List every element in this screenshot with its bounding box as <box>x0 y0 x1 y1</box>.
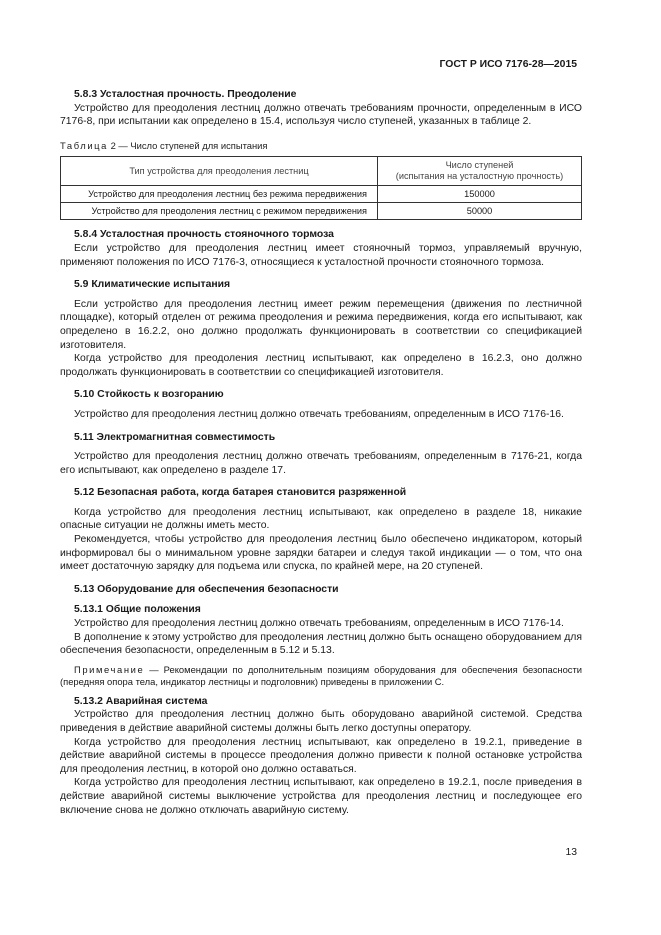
table-header-row <box>61 157 582 186</box>
note-label: Примечание <box>74 663 145 675</box>
table-caption-text: 2 — Число ступеней для испытания <box>110 139 268 151</box>
section-5-11-title: 5.11 Электромагнитная совместимость <box>74 431 276 443</box>
section-5-9-text-2: Когда устройство для преодоления лестниц испытывают, как определено в 16.2.3, оно должно продолжать функционировать в соответствии со спецификацией изготовителя. <box>60 353 582 378</box>
section-5-13-2-text-2: Когда устройство для преодоления лестниц испытывают, как определено в 19.2.1, приведение в действие аварийной системы в процессе преодоления должно привести к полной остановке устройства для преодоления лестниц, в которой оно должно оставаться. <box>60 736 582 775</box>
section-5-13-2-text-3: Когда устройство для преодоления лестниц испытывают, как определено в 19.2.1, после приведения в действие аварийной системы выключение устройства для преодоления лестниц и последующее его включение снова не должно отключать аварийную систему. <box>60 777 582 816</box>
table-header-steps <box>378 157 582 186</box>
steps-table <box>60 156 582 220</box>
section-5-13-2-title: 5.13.2 Аварийная система <box>74 695 208 707</box>
table-header-steps-line1: Число ступеней <box>445 160 514 171</box>
section-5-13-title: 5.13 Оборудование для обеспечения безопасности <box>74 583 339 595</box>
page-number: 13 <box>565 847 577 858</box>
table-cell-type: Устройство для преодоления лестниц без режима передвижения <box>61 186 378 203</box>
note <box>60 664 582 688</box>
section-5-13-2-text-1: Устройство для преодоления лестниц должно быть оборудовано аварийной системой. Средства приведения в действие аварийной системы должны быть легко доступны оператору. <box>60 709 582 734</box>
section-5-9-title: 5.9 Климатические испытания <box>74 279 231 291</box>
standard-header: ГОСТ Р ИСО 7176-28—2015 <box>439 59 577 70</box>
section-5-8-4-title: 5.8.4 Усталостная прочность стояночного тормоза <box>74 229 334 241</box>
section-5-12-title: 5.12 Безопасная работа, когда батарея становится разряженной <box>74 487 407 499</box>
note-text: — Рекомендации по дополнительным позициям оборудования для обеспечения безопасности (передняя опора тела, индикатор лестницы и подголовник) приведены в приложении С. <box>60 663 582 687</box>
table-cell-type: Устройство для преодоления лестниц с режимом передвижения <box>61 203 378 220</box>
table-row <box>61 186 582 203</box>
section-5-13-1-text-1: Устройство для преодоления лестниц должно отвечать требованиям, определенным в ИСО 7176-14. <box>74 618 564 630</box>
section-5-13-1-text-2: В дополнение к этому устройство для преодоления лестниц должно быть оснащено оборудованием для обеспечения безопасности, определенным в 5.12 и 5.13. <box>60 631 582 657</box>
section-5-12-text-1: Когда устройство для преодоления лестниц испытывают, как определено в разделе 18, никакие опасные ситуации не должны иметь место. <box>60 506 582 532</box>
table-header-steps-line2: (испытания на усталостную прочность) <box>395 171 564 182</box>
section-5-8-3-text: Устройство для преодоления лестниц должно отвечать требованиям прочности, определенным в ИСО 7176-8, при испытании как определено в 15.4, используя число ступеней, указанных в таблице 2. <box>60 102 582 128</box>
table-2-caption <box>60 139 582 153</box>
table-caption-label: Таблица <box>60 139 108 151</box>
table-cell-steps: 150000 <box>378 186 582 203</box>
table-row <box>61 203 582 220</box>
section-5-10-text: Устройство для преодоления лестниц должно отвечать требованиям, определенным в ИСО 7176-16. <box>74 408 564 420</box>
page-content <box>60 88 582 817</box>
table-header-type: Тип устройства для преодоления лестниц <box>61 157 378 186</box>
section-5-8-3-title: 5.8.3 Усталостная прочность. Преодоление <box>74 89 297 100</box>
table-cell-steps: 50000 <box>378 203 582 220</box>
section-5-12-text-2: Рекомендуется, чтобы устройство для преодоления лестниц было обеспечено индикатором, который информировал бы о минимальном уровне зарядки батареи и следуя такой индикации — о том, что она имеет достаточную зарядку для подъема или спуска, по крайней мере, на 20 ступеней. <box>60 534 582 573</box>
section-5-10-title: 5.10 Стойкость к возгоранию <box>74 389 224 401</box>
section-5-9-text-1: Если устройство для преодоления лестниц имеет режим перемещения (движения по лестничной площадке), который отделен от режима преодоления и режима передвижения, когда его испытывают, как определено в 16.2.2, оно должно продолжать функционировать в соответствии со спецификацией изготовителя. <box>60 298 582 351</box>
section-5-13-1-title: 5.13.1 Общие положения <box>74 604 201 616</box>
section-5-11-text: Устройство для преодоления лестниц должно отвечать требованиям, определенным в 7176-21, когда его испытывают, как определено в разделе 17. <box>60 451 582 476</box>
section-5-8-4-text: Если устройство для преодоления лестниц имеет стояночный тормоз, управляемый вручную, применяют положения по ИСО 7176-3, относящиеся к усталостной прочности стояночного тормоза. <box>60 242 582 268</box>
